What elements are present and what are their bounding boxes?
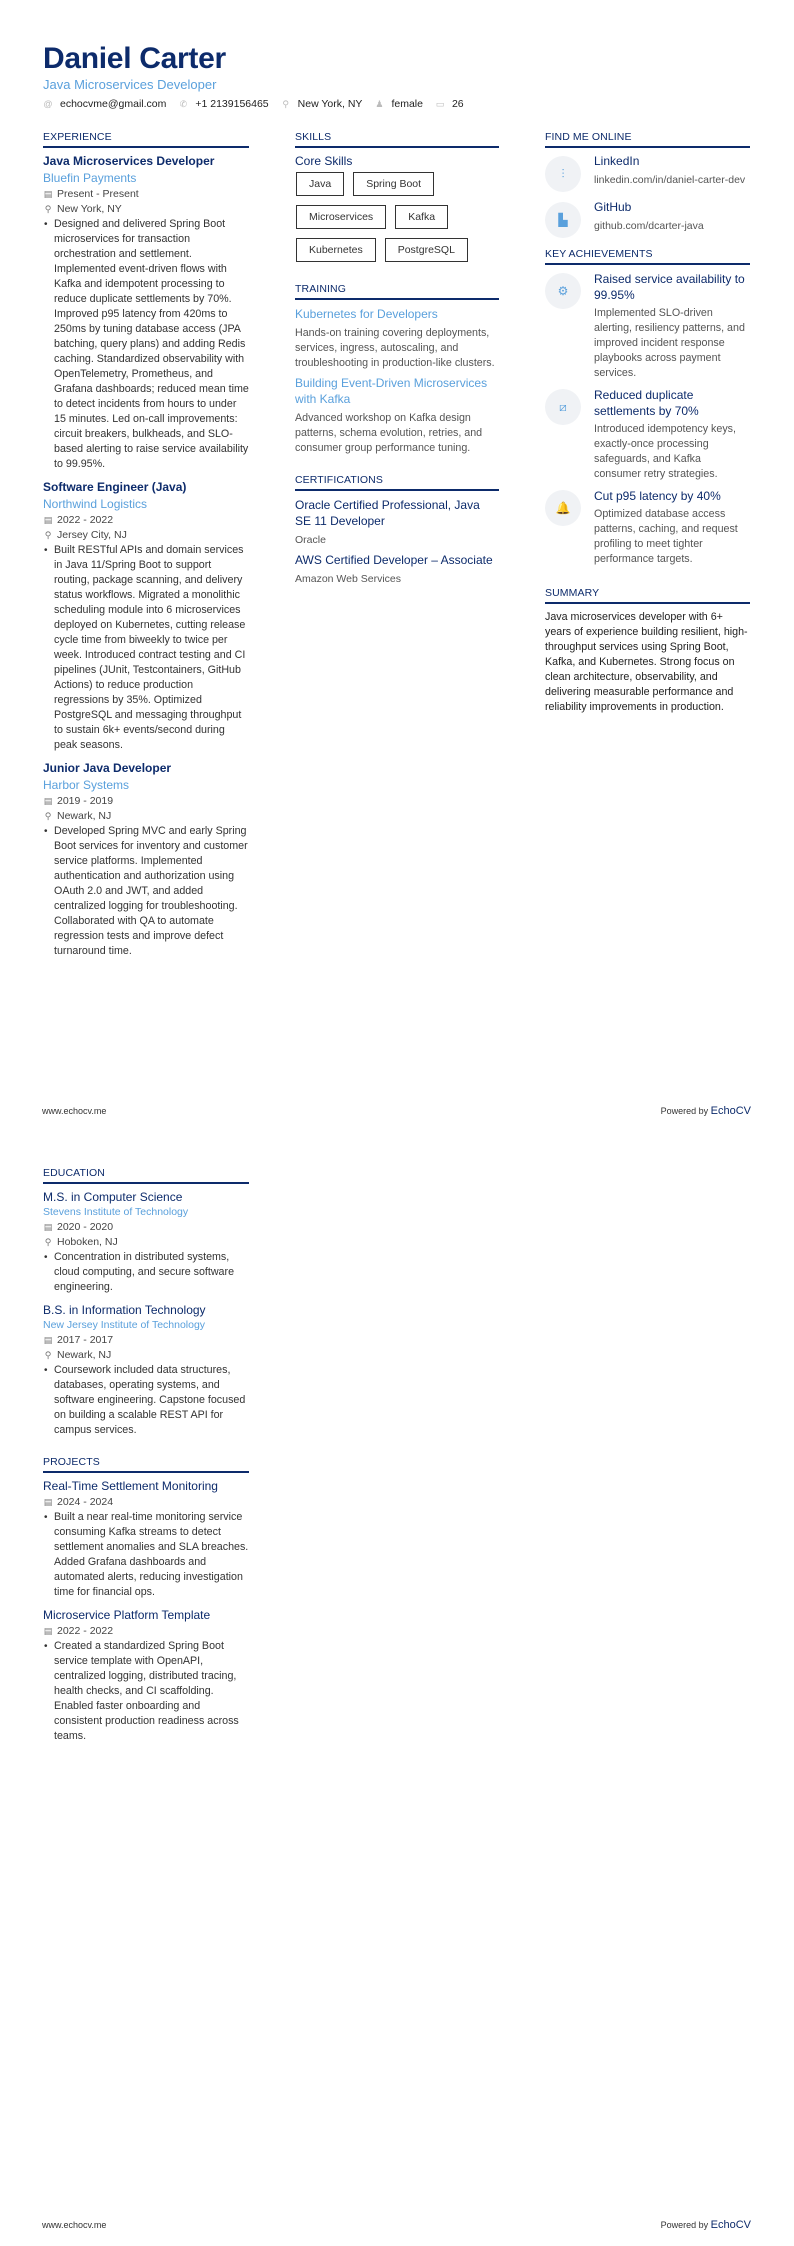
certification-entry — [295, 497, 499, 546]
job-title: Junior Java Developer — [43, 761, 172, 775]
online-label: GitHub — [594, 200, 632, 214]
summary-text: Java microservices developer with 6+ years of experience building resilient, high-throughput services using Spring Boot, Kafka, and Kubernetes. Strong focus on clean architecture, observability, and delivering measurable performance and reliability improvements in production. — [545, 611, 748, 713]
project-dates: 2024 - 2024 — [57, 1496, 114, 1508]
bullet-icon: • — [44, 1252, 48, 1263]
location-icon: ⚲ — [44, 529, 52, 540]
bell-icon: 🔔 — [545, 490, 581, 526]
section-title: SKILLS — [295, 131, 499, 148]
training-entry — [295, 306, 499, 371]
project-entry — [43, 1479, 249, 1600]
skill-chip: PostgreSQL — [385, 238, 468, 262]
skill-chip: Spring Boot — [353, 172, 434, 196]
middle-column — [295, 131, 499, 591]
online-label: LinkedIn — [594, 154, 640, 168]
skill-chip: Java — [296, 172, 344, 196]
education-location: Hoboken, NJ — [57, 1236, 118, 1248]
experience-section — [43, 131, 249, 967]
degree-title: M.S. in Computer Science — [43, 1190, 183, 1204]
training-title: Building Event-Driven Microservices with Kafka — [295, 376, 488, 406]
project-title: Real-Time Settlement Monitoring — [43, 1479, 218, 1493]
experience-entry — [43, 480, 249, 753]
project-dates: 2022 - 2022 — [57, 1625, 114, 1637]
footer-brand[interactable]: EchoCV — [710, 2219, 751, 2231]
job-description: Built RESTful APIs and domain services in Java 11/Spring Boot to support routing, package scanning, and delivery status workflows. Migrated a monolithic scheduling module into 6 microservices deployed on Kubernetes, cutting release cycle time from biweekly to twice per week. Introduced contract testing and CI pipelines (JUnit, Testcontainers, GitHub Actions) to reduce production regressions by 35%. Optimized PostgreSQL and messaging throughput to sustain 6k+ events/second during peak seasons. — [54, 544, 246, 751]
location-icon: ⚲ — [44, 810, 52, 821]
contact-gender: ♟ female — [375, 98, 423, 110]
job-location: Jersey City, NJ — [57, 529, 127, 541]
achievement-item — [545, 387, 750, 482]
company-name: Harbor Systems — [43, 778, 130, 792]
training-description: Hands-on training covering deployments, services, ingress, autoscaling, and troubleshooting in production-like clusters. — [295, 327, 495, 369]
section-title: PROJECTS — [43, 1456, 249, 1473]
section-title: EXPERIENCE — [43, 131, 249, 148]
company-name: Northwind Logistics — [43, 497, 148, 511]
achievement-item — [545, 271, 750, 381]
online-url[interactable]: linkedin.com/in/daniel-carter-dev — [594, 174, 746, 186]
location-icon: ⚲ — [44, 203, 52, 214]
page-footer — [42, 2219, 751, 2231]
certification-issuer: Oracle — [295, 534, 326, 546]
achievement-title: Raised service availability to 99.95% — [594, 272, 745, 302]
skill-group-title: Core Skills — [295, 154, 353, 168]
online-url[interactable]: github.com/dcarter-java — [594, 220, 704, 232]
file-chart-icon: ▙ — [545, 202, 581, 238]
at-icon: @ — [43, 99, 53, 109]
certification-entry — [295, 552, 499, 585]
achievement-title: Reduced duplicate settlements by 70% — [594, 388, 699, 418]
section-title: CERTIFICATIONS — [295, 474, 499, 491]
certification-title: AWS Certified Developer – Associate — [295, 553, 493, 567]
candidate-name: Daniel Carter — [43, 42, 226, 75]
contact-phone[interactable]: ✆ +1 2139156465 — [179, 98, 269, 110]
education-dates: 2017 - 2017 — [57, 1334, 114, 1346]
achievement-item — [545, 488, 750, 567]
education-location: Newark, NJ — [57, 1349, 112, 1361]
job-dates: 2022 - 2022 — [57, 514, 114, 526]
bullet-icon: • — [44, 826, 48, 837]
section-title: SUMMARY — [545, 587, 750, 604]
right-column — [545, 131, 750, 715]
education-entry — [43, 1190, 249, 1295]
calendar-icon: ▤ — [43, 1625, 53, 1636]
resume-page-2 — [0, 1123, 794, 2246]
online-item-github[interactable] — [545, 200, 750, 238]
education-entry — [43, 1303, 249, 1438]
project-description: Created a standardized Spring Boot service template with OpenAPI, centralized logging, distributed tracing, health checks, and CI scaffolding. Enabled faster onboarding and consistent production readiness across teams. — [54, 1640, 239, 1742]
school-name: New Jersey Institute of Technology — [43, 1319, 206, 1331]
training-description: Advanced workshop on Kafka design patterns, schema evolution, retries, and consumer group performance tuning. — [295, 412, 483, 454]
experience-entry — [43, 761, 249, 959]
achievement-title: Cut p95 latency by 40% — [594, 489, 721, 503]
online-item-linkedin[interactable] — [545, 154, 750, 192]
bookmark-slash-icon: ⧄ — [545, 389, 581, 425]
company-name: Bluefin Payments — [43, 171, 137, 185]
sliders-icon: ⫶ — [545, 156, 581, 192]
footer-brand[interactable]: EchoCV — [710, 1105, 751, 1117]
job-location: New York, NY — [57, 203, 122, 215]
skill-chips — [295, 172, 499, 271]
education-dates: 2020 - 2020 — [57, 1221, 114, 1233]
calendar-icon: ▤ — [43, 795, 53, 806]
contact-email[interactable]: @ echocvme@gmail.com — [43, 98, 167, 110]
footer-powered-label: Powered by — [660, 2220, 709, 2230]
skill-chip: Kubernetes — [296, 238, 376, 262]
experience-entry — [43, 154, 249, 472]
calendar-icon: ▤ — [43, 1496, 53, 1507]
certification-title: Oracle Certified Professional, Java SE 11 Developer — [295, 498, 480, 528]
skill-chip: Microservices — [296, 205, 386, 229]
calendar-icon: ▤ — [43, 188, 53, 199]
project-description: Built a near real-time monitoring service consuming Kafka streams to detect settlement anomalies and SLA breaches. Added Grafana dashboards and automated alerts, reducing investigation time for financial ops. — [54, 1511, 249, 1598]
location-icon: ⚲ — [44, 1236, 52, 1247]
section-title: FIND ME ONLINE — [545, 131, 750, 148]
calendar-icon: ▤ — [43, 1221, 53, 1232]
achievement-description: Optimized database access patterns, caching, and request profiling to meet tighter performance targets. — [594, 508, 738, 565]
skill-chip: Kafka — [395, 205, 448, 229]
job-title: Software Engineer (Java) — [43, 480, 187, 494]
certification-issuer: Amazon Web Services — [295, 573, 402, 585]
page-footer — [42, 1105, 751, 1117]
section-title: TRAINING — [295, 283, 499, 300]
gear-icon: ⚙ — [545, 273, 581, 309]
training-title: Kubernetes for Developers — [295, 307, 438, 321]
achievement-description: Implemented SLO-driven alerting, resiliency patterns, and improved incident response playbooks across payment services. — [594, 307, 745, 379]
job-location: Newark, NJ — [57, 810, 112, 822]
bullet-icon: • — [44, 1365, 48, 1376]
training-entry — [295, 375, 499, 456]
location-icon: ⚲ — [44, 1349, 52, 1360]
school-name: Stevens Institute of Technology — [43, 1206, 189, 1218]
job-dates: 2019 - 2019 — [57, 795, 114, 807]
project-title: Microservice Platform Template — [43, 1608, 211, 1622]
bullet-icon: • — [44, 1512, 48, 1523]
education-description: Concentration in distributed systems, cloud computing, and secure software engineering. — [54, 1251, 235, 1293]
job-description: Developed Spring MVC and early Spring Boot services for inventory and customer service platforms. Implemented authentication and authorization using OAuth 2.0 and JWT, and added centralized logging for troubleshooting. Collaborated with QA to automate regression tests and improve defect turnaround time. — [54, 825, 248, 957]
candidate-role: Java Microservices Developer — [43, 77, 217, 92]
footer-site-link[interactable]: www.echocv.me — [42, 1106, 107, 1116]
footer-powered-label: Powered by — [660, 1106, 709, 1116]
calendar-icon: ▤ — [43, 514, 53, 525]
contact-age: ▭ 26 — [435, 98, 464, 110]
section-title: KEY ACHIEVEMENTS — [545, 248, 750, 265]
person-icon: ♟ — [375, 98, 384, 109]
footer-site-link[interactable]: www.echocv.me — [42, 2220, 107, 2230]
job-title: Java Microservices Developer — [43, 154, 215, 168]
education-section — [43, 1167, 249, 1752]
contact-location: ⚲ New York, NY — [282, 98, 363, 110]
bullet-icon: • — [44, 1641, 48, 1652]
degree-title: B.S. in Information Technology — [43, 1303, 206, 1317]
job-description: Designed and delivered Spring Boot microservices for transaction orchestration and settlement. Implemented event-driven flows with Kafka and idempotent processing to reduce duplicate settlements by 70%. Improved p95 latency from 420ms to 250ms by tuning database access (JPA batching, query plans) and adding Redis caching. Standardized observability with OpenTelemetry, Prometheus, and Grafana dashboards; reduced mean time to detect incidents from hours to under 15 minutes. Led on-call improvements: circuit breakers, bulkheads, and SLO-based alerting to raise service availability to 99.95%. — [54, 218, 249, 470]
education-description: Coursework included data structures, databases, operating systems, and software engineering. Capstone focused on building a scalable REST API for campus services. — [54, 1364, 246, 1436]
project-entry — [43, 1608, 249, 1744]
bullet-icon: • — [44, 219, 48, 230]
bullet-icon: • — [44, 545, 48, 556]
calendar-icon: ▤ — [43, 1334, 53, 1345]
calendar-icon: ▭ — [435, 98, 445, 109]
location-icon: ⚲ — [282, 98, 289, 109]
phone-icon: ✆ — [179, 98, 188, 109]
section-title: EDUCATION — [43, 1167, 249, 1184]
contact-bar — [43, 98, 476, 110]
achievement-description: Introduced idempotency keys, exactly-once processing safeguards, and Kafka consumer retry strategies. — [594, 423, 736, 480]
job-dates: Present - Present — [57, 188, 139, 200]
